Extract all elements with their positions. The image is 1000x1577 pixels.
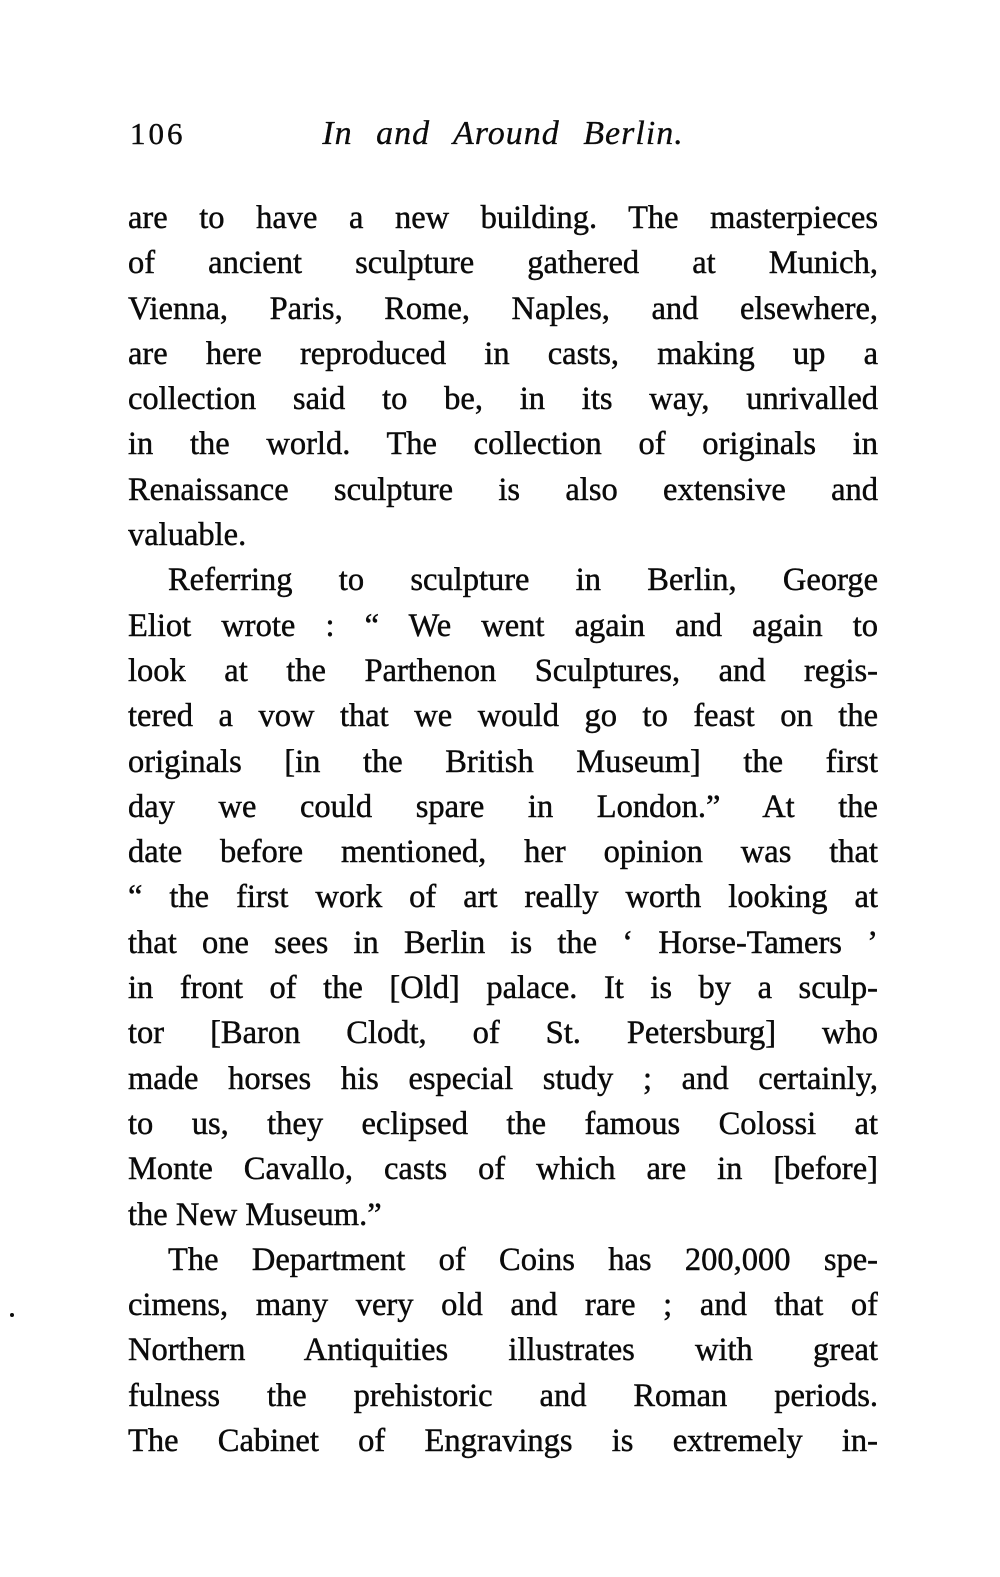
text-line: to us, they eclipsed the famous Colossi at	[128, 1105, 878, 1142]
page-body	[128, 196, 878, 1464]
text-line: in front of the [Old] palace. It is by a sculp-	[128, 970, 878, 1007]
text-line: of ancient sculpture gathered at Munich,	[128, 245, 878, 282]
text-line: originals [in the British Museum] the first	[128, 743, 878, 780]
text-line: Monte Cavallo, casts of which are in [before]	[128, 1151, 878, 1188]
page-header	[128, 110, 878, 158]
page-number: 106	[130, 116, 186, 151]
text-line: made horses his especial study ; and certainly,	[128, 1060, 878, 1097]
text-line: tor [Baron Clodt, of St. Petersburg] who	[128, 1015, 878, 1052]
text-line: tered a vow that we would go to feast on the	[128, 698, 878, 735]
text-line: Vienna, Paris, Rome, Naples, and elsewhere,	[128, 290, 878, 327]
text-line: Renaissance sculpture is also extensive and	[128, 471, 878, 508]
text-line: collection said to be, in its way, unrivalled	[128, 381, 878, 418]
text-line: Referring to sculpture in Berlin, George	[168, 562, 878, 599]
text-line: are to have a new building. The masterpieces	[128, 200, 878, 236]
text-line: Northern Antiquities illustrates with great	[128, 1332, 878, 1369]
text-line: valuable.	[128, 517, 247, 554]
text-line: The Department of Coins has 200,000 spe-	[168, 1241, 878, 1278]
text-line: day we could spare in London.” At the	[128, 788, 878, 825]
text-line: look at the Parthenon Sculptures, and regis-	[128, 652, 878, 689]
scan-speck	[10, 1313, 14, 1317]
text-line: in the world. The collection of originals in	[128, 426, 878, 463]
text-line: date before mentioned, her opinion was that	[128, 834, 878, 871]
text-line: Eliot wrote : “ We went again and again to	[128, 607, 878, 644]
text-line: the New Museum.”	[128, 1196, 382, 1233]
text-line: “ the first work of art really worth looking at	[128, 879, 878, 916]
running-title: In and Around Berlin.	[322, 115, 684, 152]
text-line: The Cabinet of Engravings is extremely in-	[128, 1423, 878, 1460]
text-line: are here reproduced in casts, making up a	[128, 335, 878, 372]
text-line: that one sees in Berlin is the ‘ Horse-Tamers ’	[128, 924, 878, 961]
text-line: fulness the prehistoric and Roman periods.	[128, 1377, 878, 1414]
text-line: cimens, many very old and rare ; and that of	[128, 1287, 878, 1324]
